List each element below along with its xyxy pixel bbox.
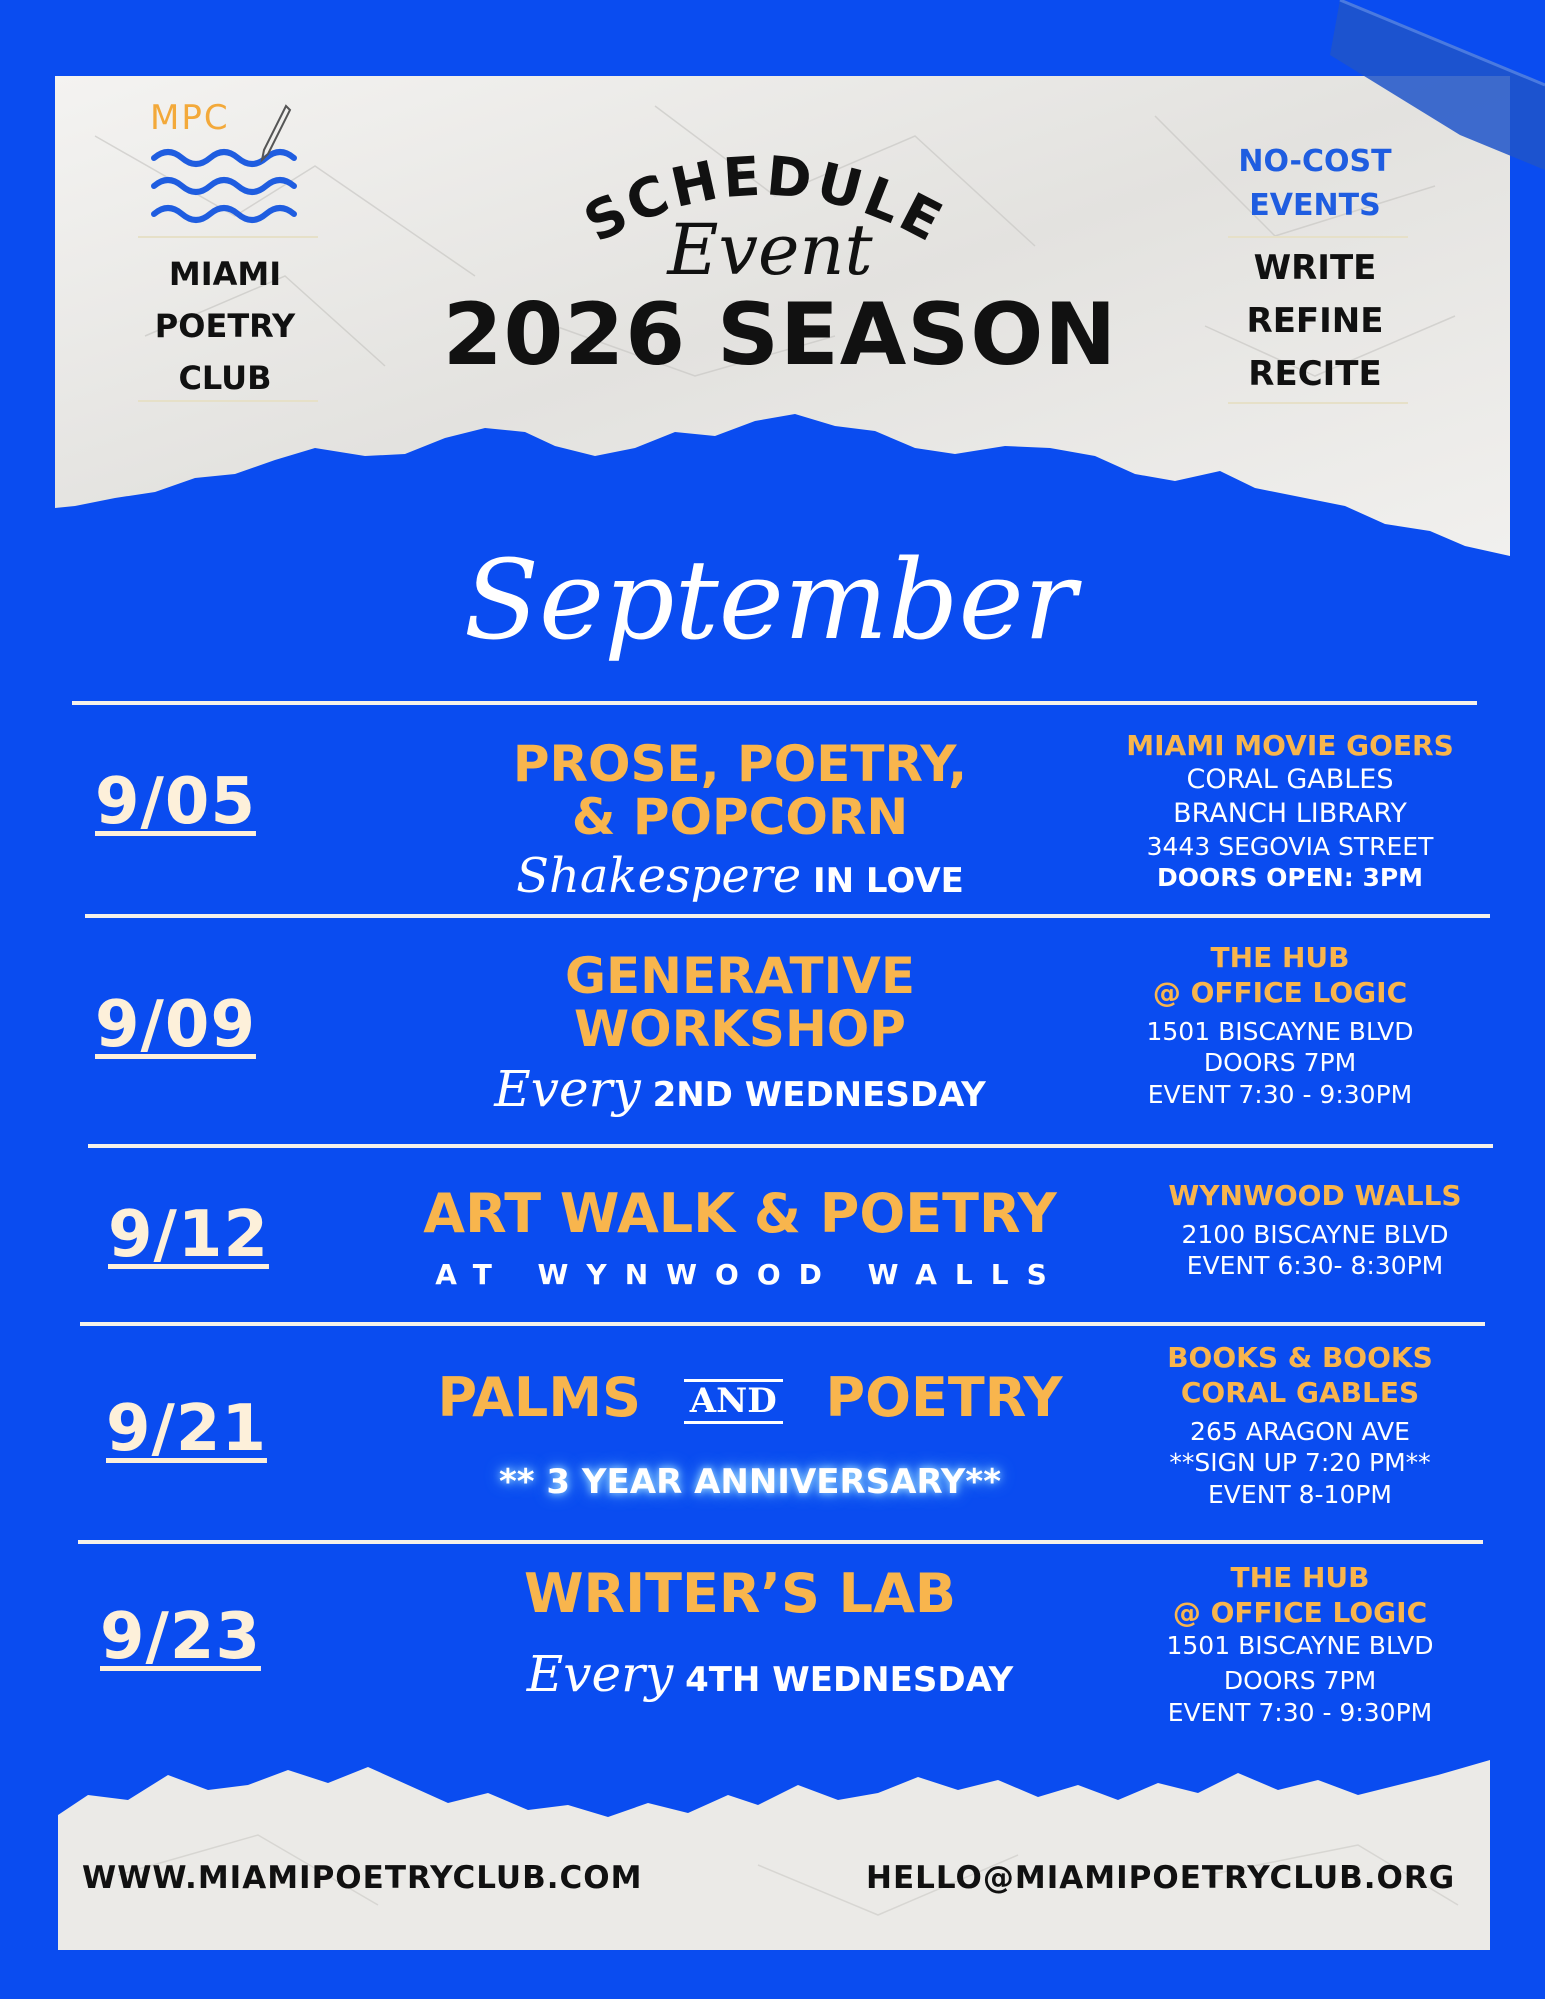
venue-name: @ OFFICE LOGIC	[1172, 1596, 1428, 1629]
no-cost-line: NO-COST	[1238, 144, 1392, 179]
logo-divider	[138, 400, 318, 402]
logo-divider	[138, 236, 318, 238]
venue-line: 3443 SEGOVIA STREET	[1146, 831, 1434, 861]
anniversary-banner: ** 3 YEAR ANNIVERSARY**	[499, 1462, 1001, 1502]
tagline-divider	[1228, 236, 1408, 238]
venue-line: DOORS 7PM	[1223, 1666, 1377, 1696]
event-subtitle-text: IN LOVE	[812, 861, 964, 901]
venue-line: EVENT 6:30- 8:30PM	[1186, 1251, 1444, 1281]
club-name	[120, 248, 330, 404]
event-title	[440, 1562, 1040, 1625]
venue-name: THE HUB	[1230, 1561, 1370, 1594]
section-divider	[85, 914, 1490, 918]
venue-line: EVENT 7:30 - 9:30PM	[1167, 1697, 1433, 1727]
event-subtitle-script: Every	[526, 1645, 674, 1703]
event-date: 9/21	[106, 1392, 267, 1466]
club-name-line: POETRY	[154, 307, 296, 345]
event-subtitle-text: 4TH WEDNESDAY	[685, 1660, 1014, 1700]
event-date: 9/23	[100, 1600, 261, 1674]
event-date: 9/09	[95, 988, 256, 1062]
event-title-line: WRITER’S LAB	[523, 1562, 957, 1625]
email-link[interactable]: HELLO@MIAMIPOETRYCLUB.ORG	[866, 1860, 1456, 1896]
venue-line: 1501 BISCAYNE BLVD	[1166, 1631, 1434, 1660]
event-venue	[1120, 1340, 1480, 1510]
season-title: 2026 SEASON	[442, 285, 1118, 385]
event-title-line: ART WALK & POETRY	[423, 1182, 1057, 1245]
event-date: 9/05	[95, 765, 256, 839]
tagline-verb: RECITE	[1248, 354, 1382, 394]
tagline-verbs	[1200, 242, 1430, 401]
event-venue	[1090, 940, 1470, 1110]
venue-name: WYNWOOD WALLS	[1168, 1179, 1462, 1212]
event-subtitle-text: 2ND WEDNESDAY	[652, 1075, 986, 1115]
section-divider	[78, 1540, 1483, 1544]
event-venue	[1140, 1178, 1490, 1282]
event-subtitle	[470, 1645, 1070, 1703]
venue-line: 1501 BISCAYNE BLVD	[1146, 1017, 1414, 1046]
pen-icon	[256, 104, 292, 164]
section-divider	[80, 1322, 1485, 1326]
event-subtitle	[440, 1060, 1040, 1118]
event-title	[450, 947, 1030, 1058]
tagline-verb: WRITE	[1253, 248, 1377, 288]
event-title-left: PALMS	[437, 1366, 641, 1429]
venue-name: MIAMI MOVIE GOERS	[1126, 729, 1454, 762]
event-subtitle: AT WYNWOOD WALLS	[435, 1258, 1065, 1291]
event-title	[450, 735, 1030, 846]
venue-doors: DOORS OPEN: 3PM	[1156, 862, 1424, 892]
event-title	[410, 1366, 1090, 1429]
event-venue	[1100, 728, 1480, 893]
venue-line: EVENT 7:30 - 9:30PM	[1147, 1079, 1413, 1109]
venue-name: CORAL GABLES	[1180, 1376, 1420, 1409]
event-subtitle-script: Shakespere	[516, 848, 802, 904]
section-divider	[88, 1144, 1493, 1148]
event-title-and: AND	[684, 1379, 783, 1425]
schedule-text: SCHEDULE	[574, 144, 956, 256]
tagline-divider	[1228, 402, 1408, 404]
club-name-line: MIAMI	[168, 255, 282, 293]
venue-line: 265 ARAGON AVE	[1190, 1417, 1410, 1446]
club-logo	[150, 98, 300, 227]
website-link[interactable]: WWW.MIAMIPOETRYCLUB.COM	[82, 1860, 643, 1896]
event-subtitle-script: Every	[494, 1060, 641, 1118]
club-name-line: CLUB	[178, 359, 272, 397]
month-heading: September	[463, 536, 1077, 664]
event-date: 9/12	[108, 1198, 269, 1272]
section-divider	[72, 701, 1477, 705]
venue-name: THE HUB	[1210, 941, 1350, 974]
tagline-verb: REFINE	[1246, 301, 1384, 341]
venue-line: BRANCH LIBRARY	[1173, 797, 1407, 829]
no-cost-label	[1200, 140, 1430, 228]
event-venue	[1110, 1560, 1490, 1728]
venue-line: DOORS 7PM	[1203, 1048, 1357, 1078]
event-script-word: Event	[667, 209, 873, 291]
venue-line: EVENT 8-10PM	[1208, 1479, 1392, 1509]
logo-initials: MPC	[150, 98, 230, 138]
no-cost-line: EVENTS	[1249, 188, 1381, 223]
venue-line: **SIGN UP 7:20 PM**	[1169, 1448, 1431, 1478]
event-subtitle	[450, 848, 1030, 904]
venue-line: CORAL GABLES	[1186, 764, 1394, 795]
event-title-line: GENERATIVE	[564, 947, 916, 1005]
paper-footer-panel	[58, 1755, 1490, 1950]
event-title-line: PROSE, POETRY,	[512, 735, 968, 793]
event-title-right: POETRY	[825, 1366, 1063, 1429]
venue-name: @ OFFICE LOGIC	[1152, 976, 1408, 1009]
venue-name: BOOKS & BOOKS	[1167, 1341, 1433, 1374]
event-title-line: WORKSHOP	[574, 999, 906, 1058]
venue-line: 2100 BISCAYNE BLVD	[1181, 1220, 1449, 1249]
event-title	[390, 1182, 1090, 1245]
event-title-line: & POPCORN	[571, 787, 909, 846]
